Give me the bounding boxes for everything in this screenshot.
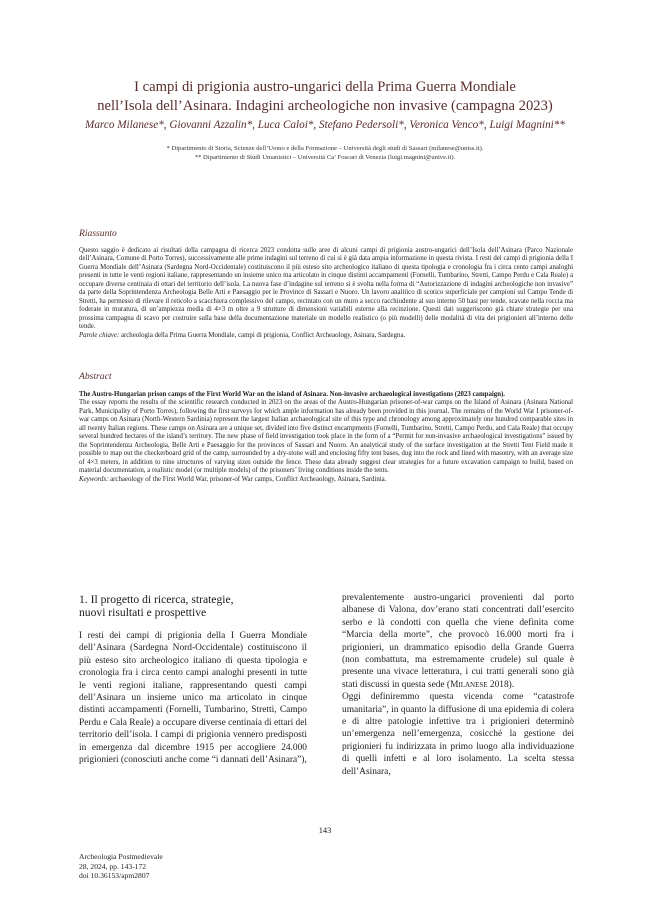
- affiliations: [60, 144, 590, 162]
- citation-year: 2018).: [487, 679, 515, 690]
- section-heading: [79, 593, 299, 619]
- title-line-2: nell’Isola dell’Asinara. Indagini archeologiche non invasive (campagna 2023): [97, 98, 553, 114]
- affiliation-1: * Dipartimento di Storia, Scienze dell’Uomo e della Formazione – Università degli studi di Sassari (milanese@uniss.it).: [166, 145, 484, 152]
- parole-chiave-label: Parole chiave:: [79, 331, 120, 339]
- parole-chiave: [79, 332, 573, 340]
- riassunto-text: Questo saggio è dedicato ai risultati della campagna di ricerca 2023 condotta sulle aree di alcuni campi di prigionia austro-ungarici dell’Isola dell’Asinara (Parco Nazionale dell’Asinara, Comune di Porto Torres), successivamente alle prime indagini sul terreno di cui si è già data ampia informazione in questa rivista. I resti dei campi di prigionia della I Guerra Mondiale dell’Asinara (Sardegna Nord-Occidentale) costituiscono il più esteso sito archeologico italiano di questa tipologia e cronologia fra i circa cento campi analoghi presenti in tutte le venti regioni italiane, rappresentando un insieme unico ma articolato in cinque distinti accampamenti (Fornelli, Tumbarino, Stretti, Campo Perdu e Cala Reale) a occupare diverse centinaia di ettari del territorio dell’isola. La nuova fase d’indagine sul terreno si è svolta nella forma di “Autorizzazione di indagini archeologiche non invasive” da parte della Soprintendenza Archeologia Belle Arti e Paesaggio per le Province di Sassari e Nuoro. Un lavoro analitico di scotico superficiale per campioni sul Campo Tende di Stretti, ha permesso di rilevare il reticolo a scacchiera complessivo del campo, recintato con un muro a secco racchiudente al suo interno 50 basi per tende, scavate nella roccia ma foderate in muratura, di un’ampiezza media di 4×3 m oltre a 9 strutture di dimensioni variabili esterne alla recinzione. Questi dati suggeriscono già chiare strategie per una prossima campagna di scavo per costruire sulla base della documentazione materiale un modello realistico (o più modelli) delle modalità di vita dei prigionieri all’interno delle tende.: [79, 247, 573, 331]
- journal-footer: [79, 852, 163, 881]
- right-column-paragraph-1: [342, 592, 574, 691]
- keywords-text: archaeology of the First World War, prisoner-of War camps, Conflict Archeaology, Asinara, Sardinia.: [108, 475, 387, 483]
- abstract-title: The Austro-Hungarian prison camps of the First World War on the island of Asinara. Non-invasive archaeological investigations (2023 campaign).: [79, 391, 505, 398]
- parole-chiave-text: archeologia della Prima Guerra Mondiale, campi di prigionia, Conflict Archeaology, Asinara, Sardegna.: [119, 331, 406, 339]
- right-column-paragraph-2: Oggi definiremmo questa vicenda come “catastrofe umanitaria”, in quanto la diffusione di una epidemia di colera e di altre patologie infettive tra i prigionieri determinò un’emergenza nell’emergenza, cosicché la gestione dei prigionieri fu indirizzata in primo luogo alla individuazione di quelli infetti e al loro isolamento. La scelta stessa dell’Asinara,: [342, 692, 574, 777]
- affiliation-2: ** Dipartimento di Studi Umanistici – Università Ca’ Foscari di Venezia (luigi.magnini@unive.it).: [194, 154, 456, 161]
- keywords-label: Keywords:: [79, 475, 109, 483]
- page-number: 143: [318, 826, 332, 835]
- abstract-text: The essay reports the results of the scientific research conducted in 2023 on the areas of the Austro-Hungarian prisoner-of-war camps on the Island of Asinara (Asinara National Park, Municipality of Porto Torres), following the first surveys for which ample information has already been provided in this journal. The remains of the World War I prisoner-of-war camps on Asinara (North-Western Sardinia) represent the largest Italian archaeological site of this type and chronology among approximately one hundred comparable sites in all twenty Italian regions. These camps on Asinara are a unique set, divided into five distinct encampments (Fornelli, Tumbarino, Stretti, Campo Perdu, and Cala Reale) that occupy several hundred hectares of the island’s territory. The new phase of field investigation took place in the form of a “Permit for non-invasive archaeological investigations” issued by the Soprintendenza Archeologia, Belle Arti e Paesaggio for the provinces of Sassari and Nuoro. An analytical study of the surface investigation at the Stretti Tent Field made it possible to map out the checkerboard grid of the camp, surrounded by a dry-stone wall and enclosing fifty tent bases, dug into the rock and lined with masonry, with an average size of 4×3 meters, in addition to nine structures of varying sizes outside the fence. These data already suggest clear strategies for a future excavation campaign to build, based on material documentation, a realistic model (or multiple models) of the prisoners’ living conditions inside the tents.: [79, 399, 573, 475]
- abstract-block: [79, 391, 573, 484]
- abstract-heading: Abstract: [79, 371, 112, 382]
- journal-name: Archeologia Postmedievale: [79, 852, 163, 861]
- left-column-paragraph: I resti dei campi di prigionia della I Guerra Mondiale dell’Asinara (Sardegna Nord-Occidentale) costituiscono il più esteso sito archeologico italiano di questa tipologia e cronologia fra i circa cento campi analoghi presenti in tutte le venti regioni italiane, rappresentando questi campi dell’Asinara un insieme unico ma articolato in cinque distinti accampamenti (Fornelli, Tumbarino, Stretti, Campo Perdu e Cala Reale) a occupare diverse centinaia di ettari del territorio dell’isola. I campi di prigionia vennero predisposti in emergenza dal dicembre 1915 per accogliere 24.000 prigionieri (conosciuti anche come “i dannati dell’Asinara”),: [79, 631, 308, 766]
- article-title: [60, 78, 590, 116]
- right-paragraph-1-text: prevalentemente austro-ungarici provenienti dal porto albanese di Valona, dov’erano stati concentrati dall’esercito serbo e là condotti con quella che viene definita come “Marcia della morte”, che provocò 16.000 morti fra i prigionieri, un drammatico episodio della Grande Guerra (non combattuta, ma estremamente crudele) sul quale è presente una vivace letteratura, i cui tratti generali sono già stati discussi in questa sede (: [342, 593, 574, 690]
- section-heading-line-2: nuovi risultati e prospettive: [79, 606, 207, 619]
- right-column: [342, 592, 574, 778]
- riassunto-block: [79, 247, 573, 340]
- journal-issue: 28, 2024, pp. 143-172: [79, 861, 147, 871]
- journal-doi: doi 10.36153/apm2807: [79, 871, 150, 880]
- citation-author: Milanese: [450, 679, 488, 690]
- author-list: Marco Milanese*, Giovanni Azzalin*, Luca Caloi*, Stefano Pedersoli*, Veronica Venco*, Luigi Magnini**: [85, 119, 565, 131]
- left-column: [79, 630, 307, 766]
- section-heading-line-1: 1. Il progetto di ricerca, strategie,: [79, 593, 234, 606]
- keywords: [79, 476, 573, 484]
- title-line-1: I campi di prigionia austro-ungarici della Prima Guerra Mondiale: [134, 79, 516, 95]
- riassunto-heading: Riassunto: [79, 228, 117, 239]
